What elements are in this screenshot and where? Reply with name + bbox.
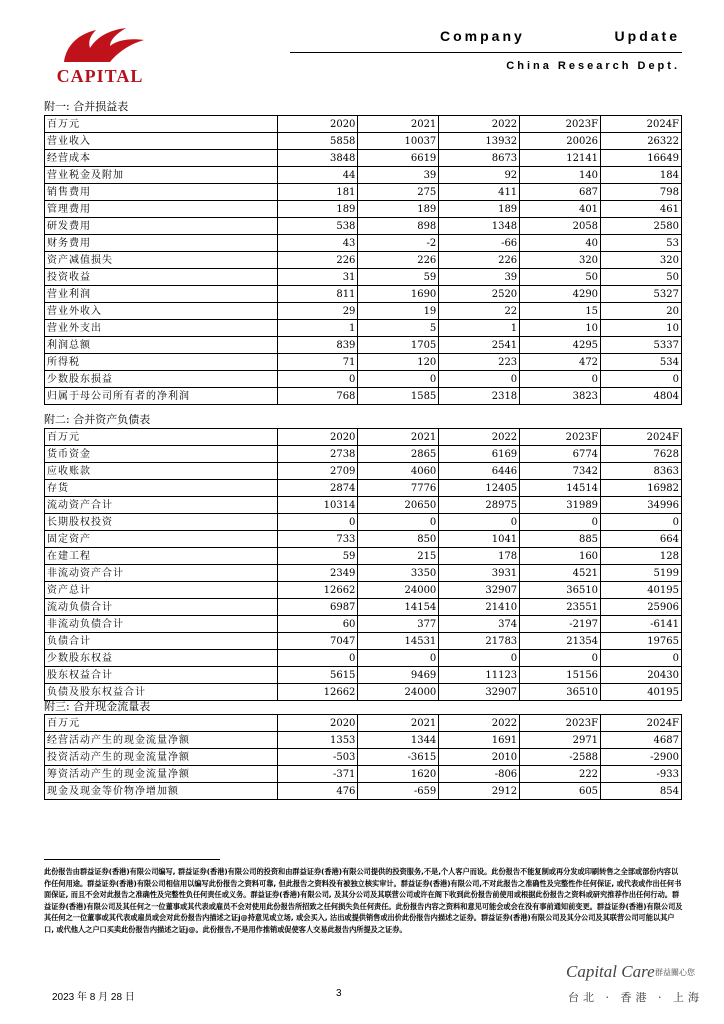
table-cell: 0 (520, 650, 601, 667)
table-cell: 44 (277, 167, 358, 184)
table-cell: 32907 (439, 582, 520, 599)
table-row (45, 150, 682, 167)
table-cell: 3823 (520, 388, 601, 405)
table-cell: 6987 (277, 599, 358, 616)
table-cell: 472 (520, 354, 601, 371)
row-label: 负债及股东权益合计 (45, 684, 278, 701)
table-cell: 2874 (277, 480, 358, 497)
table-cell: 6619 (358, 150, 439, 167)
row-label: 投资收益 (45, 269, 278, 286)
disclaimer: 此份报告由群益证券(香港)有限公司编写, 群益证券(香港)有限公司的投资和由群益证券(香港)有限公司提供的投资服务,不是,个人客户而设。此份报告不能复制或再分发或印刷转售之全部或部份内容以作任何用途。群益证券(香港)有限公司相信用以编写此份报告之资料可靠, 但此报告之资料没有被独立核实审计。群益证券(香港)有限公司,不对此报告之准确性及完整性作任何保证, 或代表或作出任何书面保证, 而且不会对此报告之准确性及完整性负任何责任或义务。群益证券(香港)有限公司, 及其分公司及其联营公司或许在阁下收到此份报告前使用或根据此份报告之资料或研究推荐作出任何行动。群益证券(香港)有限公司及其任何之一位董事或其代表或雇员不会对使用此份报告所招致之任何损失负任何责任。此份报告内容之资料和意见可能会或会在没有事前通知前变更。群益证券(香港)有限公司及其任何之一位董事或其代表或雇员或会对此份报告内描述之证j@持意见或立场, 或会买入, 沽出或提供销售或出价此份报告内描述之证券。群益证券(香港)有限公司及其分公司及其联营公司可能以其户口, 或代他人之户口买卖此份报告内描述之证j@。此份报告,不是用作推销或促使客人交易此报告内所提及之证券。 (44, 867, 683, 934)
row-label: 流动资产合计 (45, 497, 278, 514)
table-cell: -2900 (601, 749, 682, 766)
table-cell: 0 (601, 371, 682, 388)
table-cell: 7776 (358, 480, 439, 497)
table-header-row (45, 116, 682, 133)
table-cell: 0 (277, 514, 358, 531)
table-cell: 25906 (601, 599, 682, 616)
table-cell: 898 (358, 218, 439, 235)
table-row (45, 133, 682, 150)
table-cell: 12141 (520, 150, 601, 167)
capital-care-sub: 群益關心您 (655, 968, 695, 977)
table-cell: 43 (277, 235, 358, 252)
year-header: 2024F (601, 429, 682, 446)
table-cell: 2912 (439, 783, 520, 800)
table-cell: 854 (601, 783, 682, 800)
table-cell: 39 (358, 167, 439, 184)
report-date: 2023 年 8 月 28 日 (52, 992, 135, 1003)
table-cell: 26322 (601, 133, 682, 150)
table-cell: 1348 (439, 218, 520, 235)
table-cell: 6169 (439, 446, 520, 463)
unit-label: 百万元 (45, 429, 278, 446)
table-cell: 50 (601, 269, 682, 286)
table-row (45, 732, 682, 749)
table-cell: 1620 (358, 766, 439, 783)
table-cell: 2971 (520, 732, 601, 749)
table-cell: 71 (277, 354, 358, 371)
table-row (45, 388, 682, 405)
row-label: 在建工程 (45, 548, 278, 565)
table-row (45, 463, 682, 480)
year-header: 2023F (520, 715, 601, 732)
table-cell: 4804 (601, 388, 682, 405)
table-cell: 10314 (277, 497, 358, 514)
table-cell: 7628 (601, 446, 682, 463)
year-header: 2024F (601, 715, 682, 732)
table-cell: 20430 (601, 667, 682, 684)
table-cell: 7047 (277, 633, 358, 650)
row-label: 营业外收入 (45, 303, 278, 320)
year-header: 2023F (520, 116, 601, 133)
table-row (45, 235, 682, 252)
row-label: 非流动资产合计 (45, 565, 278, 582)
table-row (45, 480, 682, 497)
year-header: 2020 (277, 116, 358, 133)
table-cell: 3350 (358, 565, 439, 582)
table-row (45, 514, 682, 531)
table-cell: 0 (520, 371, 601, 388)
year-header: 2020 (277, 715, 358, 732)
table-cell: 839 (277, 337, 358, 354)
table-cell: 19 (358, 303, 439, 320)
row-label: 营业税金及附加 (45, 167, 278, 184)
table-row (45, 667, 682, 684)
table-cell: 40 (520, 235, 601, 252)
table-cell: 59 (277, 548, 358, 565)
table-cell: 476 (277, 783, 358, 800)
table-cell: -503 (277, 749, 358, 766)
year-header: 2020 (277, 429, 358, 446)
table-row (45, 766, 682, 783)
brand-name: CAPITAL (56, 66, 144, 86)
table-cell: 120 (358, 354, 439, 371)
table-cell: 226 (277, 252, 358, 269)
table-cell: 411 (439, 184, 520, 201)
table-cell: 1 (277, 320, 358, 337)
table-cell: 2865 (358, 446, 439, 463)
table-cell: 24000 (358, 684, 439, 701)
table-cell: 534 (601, 354, 682, 371)
table-cell: 6774 (520, 446, 601, 463)
table-row (45, 320, 682, 337)
table-row (45, 650, 682, 667)
table-cell: 1041 (439, 531, 520, 548)
table-cell: 12405 (439, 480, 520, 497)
table-cell: 538 (277, 218, 358, 235)
table-cell: 14514 (520, 480, 601, 497)
table-cell: -806 (439, 766, 520, 783)
row-label: 现金及现金等价物净增加额 (45, 783, 278, 800)
table-cell: 1344 (358, 732, 439, 749)
table-cell: 14531 (358, 633, 439, 650)
table-cell: 59 (358, 269, 439, 286)
row-label: 管理费用 (45, 201, 278, 218)
table-cell: 2349 (277, 565, 358, 582)
table-cell: -2 (358, 235, 439, 252)
cashflow-title: 附三: 合并现金流量表 (44, 700, 151, 713)
row-label: 研发费用 (45, 218, 278, 235)
balance-title: 附二: 合并资产负债表 (44, 413, 151, 426)
table-cell: 181 (277, 184, 358, 201)
table-cell: 811 (277, 286, 358, 303)
table-cell: 320 (520, 252, 601, 269)
table-row (45, 565, 682, 582)
row-label: 股东权益合计 (45, 667, 278, 684)
table-cell: 401 (520, 201, 601, 218)
row-label: 少数股东权益 (45, 650, 278, 667)
table-header-row (45, 715, 682, 732)
footnote-divider (44, 859, 220, 860)
year-header: 2022 (439, 116, 520, 133)
table-cell: 39 (439, 269, 520, 286)
table-cell: 10037 (358, 133, 439, 150)
row-label: 营业收入 (45, 133, 278, 150)
table-cell: 2010 (439, 749, 520, 766)
row-label: 财务费用 (45, 235, 278, 252)
table-cell: 4687 (601, 732, 682, 749)
year-header: 2022 (439, 429, 520, 446)
header-divider (290, 52, 682, 53)
row-label: 固定资产 (45, 531, 278, 548)
table-cell: 798 (601, 184, 682, 201)
table-cell: 189 (358, 201, 439, 218)
table-row (45, 531, 682, 548)
table-row (45, 582, 682, 599)
income-title: 附一: 合并损益表 (44, 100, 129, 113)
table-cell: 850 (358, 531, 439, 548)
row-label: 所得税 (45, 354, 278, 371)
table-cell: 184 (601, 167, 682, 184)
table-cell: 16982 (601, 480, 682, 497)
table-cell: 20 (601, 303, 682, 320)
table-cell: 22 (439, 303, 520, 320)
row-label: 投资活动产生的现金流量净额 (45, 749, 278, 766)
table-cell: 223 (439, 354, 520, 371)
cashflow-table (44, 714, 682, 800)
row-label: 非流动负债合计 (45, 616, 278, 633)
table-cell: 0 (358, 650, 439, 667)
table-cell: 5327 (601, 286, 682, 303)
table-cell: 160 (520, 548, 601, 565)
table-cell: 36510 (520, 684, 601, 701)
table-cell: 3848 (277, 150, 358, 167)
table-row (45, 167, 682, 184)
table-cell: 15156 (520, 667, 601, 684)
eagle-icon (44, 22, 156, 66)
table-cell: 0 (277, 371, 358, 388)
row-label: 负债合计 (45, 633, 278, 650)
table-cell: 605 (520, 783, 601, 800)
table-cell: 374 (439, 616, 520, 633)
table-cell: 0 (277, 650, 358, 667)
table-cell: 222 (520, 766, 601, 783)
table-cell: 21410 (439, 599, 520, 616)
table-cell: 13932 (439, 133, 520, 150)
table-cell: 14154 (358, 599, 439, 616)
table-cell: 0 (601, 650, 682, 667)
table-cell: 31 (277, 269, 358, 286)
table-cell: 3931 (439, 565, 520, 582)
table-cell: 1705 (358, 337, 439, 354)
row-label: 利润总额 (45, 337, 278, 354)
table-cell: 10 (520, 320, 601, 337)
table-cell: 21783 (439, 633, 520, 650)
year-header: 2021 (358, 429, 439, 446)
row-label: 经营成本 (45, 150, 278, 167)
table-cell: 0 (439, 650, 520, 667)
table-cell: 2541 (439, 337, 520, 354)
table-cell: 2580 (601, 218, 682, 235)
table-cell: 189 (439, 201, 520, 218)
table-cell: 215 (358, 548, 439, 565)
row-label: 存货 (45, 480, 278, 497)
row-label: 少数股东损益 (45, 371, 278, 388)
row-label: 资产总计 (45, 582, 278, 599)
table-cell: 29 (277, 303, 358, 320)
table-row (45, 599, 682, 616)
capital-care-logo: Capital Care (566, 962, 655, 981)
table-row (45, 218, 682, 235)
table-cell: 0 (439, 514, 520, 531)
table-cell: 0 (358, 514, 439, 531)
table-cell: 128 (601, 548, 682, 565)
row-label: 流动负债合计 (45, 599, 278, 616)
table-cell: 40195 (601, 684, 682, 701)
table-cell: 5858 (277, 133, 358, 150)
table-cell: 60 (277, 616, 358, 633)
table-cell: -2197 (520, 616, 601, 633)
table-cell: 5615 (277, 667, 358, 684)
table-row (45, 184, 682, 201)
table-cell: 275 (358, 184, 439, 201)
year-header: 2023F (520, 429, 601, 446)
row-label: 归属于母公司所有者的净利润 (45, 388, 278, 405)
table-cell: 19765 (601, 633, 682, 650)
table-cell: -933 (601, 766, 682, 783)
table-row (45, 201, 682, 218)
table-row (45, 783, 682, 800)
table-cell: 1353 (277, 732, 358, 749)
row-label: 销售费用 (45, 184, 278, 201)
table-cell: 5337 (601, 337, 682, 354)
table-cell: 687 (520, 184, 601, 201)
table-cell: 1690 (358, 286, 439, 303)
row-label: 长期股权投资 (45, 514, 278, 531)
table-row (45, 354, 682, 371)
row-label: 应收账款 (45, 463, 278, 480)
table-cell: 7342 (520, 463, 601, 480)
table-cell: 15 (520, 303, 601, 320)
table-cell: 53 (601, 235, 682, 252)
year-header: 2021 (358, 116, 439, 133)
table-cell: 20026 (520, 133, 601, 150)
table-row (45, 548, 682, 565)
row-label: 经营活动产生的现金流量净额 (45, 732, 278, 749)
row-label: 营业利润 (45, 286, 278, 303)
table-cell: 189 (277, 201, 358, 218)
table-cell: 1 (439, 320, 520, 337)
table-cell: 11123 (439, 667, 520, 684)
table-cell: 36510 (520, 582, 601, 599)
table-cell: 5 (358, 320, 439, 337)
table-cell: 2520 (439, 286, 520, 303)
table-cell: 1585 (358, 388, 439, 405)
table-cell: 733 (277, 531, 358, 548)
table-cell: 10 (601, 320, 682, 337)
table-cell: 2058 (520, 218, 601, 235)
row-label: 营业外支出 (45, 320, 278, 337)
year-header: 2024F (601, 116, 682, 133)
report-type (440, 28, 680, 44)
table-row (45, 497, 682, 514)
table-cell: 0 (601, 514, 682, 531)
table-cell: 21354 (520, 633, 601, 650)
table-cell: 32907 (439, 684, 520, 701)
table-cell: 31989 (520, 497, 601, 514)
table-cell: 226 (358, 252, 439, 269)
row-label: 资产减值损失 (45, 252, 278, 269)
table-cell: 23551 (520, 599, 601, 616)
table-row (45, 303, 682, 320)
table-header-row (45, 429, 682, 446)
table-cell: 20650 (358, 497, 439, 514)
table-cell: 885 (520, 531, 601, 548)
table-row (45, 337, 682, 354)
table-cell: 24000 (358, 582, 439, 599)
table-cell: 2318 (439, 388, 520, 405)
table-cell: 28975 (439, 497, 520, 514)
table-cell: 50 (520, 269, 601, 286)
table-cell: 4060 (358, 463, 439, 480)
table-cell: 377 (358, 616, 439, 633)
unit-label: 百万元 (45, 715, 278, 732)
table-cell: 0 (439, 371, 520, 388)
table-cell: 140 (520, 167, 601, 184)
table-cell: 8673 (439, 150, 520, 167)
table-cell: 0 (358, 371, 439, 388)
table-cell: 461 (601, 201, 682, 218)
table-row (45, 633, 682, 650)
table-cell: 2738 (277, 446, 358, 463)
table-cell: 6446 (439, 463, 520, 480)
table-cell: 12662 (277, 684, 358, 701)
table-cell: -6141 (601, 616, 682, 633)
table-cell: 4290 (520, 286, 601, 303)
table-cell: 5199 (601, 565, 682, 582)
table-cell: -659 (358, 783, 439, 800)
table-cell: 178 (439, 548, 520, 565)
office-cities: 台北 · 香港 · 上海 (568, 991, 703, 1004)
department: China Research Dept. (506, 60, 680, 72)
table-row (45, 252, 682, 269)
table-row (45, 269, 682, 286)
table-cell: 320 (601, 252, 682, 269)
table-cell: 4295 (520, 337, 601, 354)
table-cell: 92 (439, 167, 520, 184)
table-row (45, 286, 682, 303)
table-cell: -66 (439, 235, 520, 252)
table-cell: 16649 (601, 150, 682, 167)
table-cell: 768 (277, 388, 358, 405)
table-row (45, 749, 682, 766)
table-cell: 1691 (439, 732, 520, 749)
table-cell: -2588 (520, 749, 601, 766)
report-type-word2: Update (614, 28, 680, 44)
row-label: 货币资金 (45, 446, 278, 463)
table-cell: -371 (277, 766, 358, 783)
unit-label: 百万元 (45, 116, 278, 133)
table-cell: 4521 (520, 565, 601, 582)
table-cell: 0 (520, 514, 601, 531)
table-cell: 226 (439, 252, 520, 269)
table-cell: 2709 (277, 463, 358, 480)
year-header: 2021 (358, 715, 439, 732)
report-type-word1: Company (440, 28, 525, 44)
table-row (45, 446, 682, 463)
balance-table (44, 428, 682, 701)
table-cell: 40195 (601, 582, 682, 599)
table-cell: -3615 (358, 749, 439, 766)
table-cell: 8363 (601, 463, 682, 480)
income-table (44, 115, 682, 405)
table-row (45, 371, 682, 388)
table-cell: 12662 (277, 582, 358, 599)
table-cell: 34996 (601, 497, 682, 514)
table-cell: 9469 (358, 667, 439, 684)
table-row (45, 616, 682, 633)
year-header: 2022 (439, 715, 520, 732)
page-number: 3 (336, 988, 342, 999)
table-cell: 664 (601, 531, 682, 548)
row-label: 筹资活动产生的现金流量净额 (45, 766, 278, 783)
